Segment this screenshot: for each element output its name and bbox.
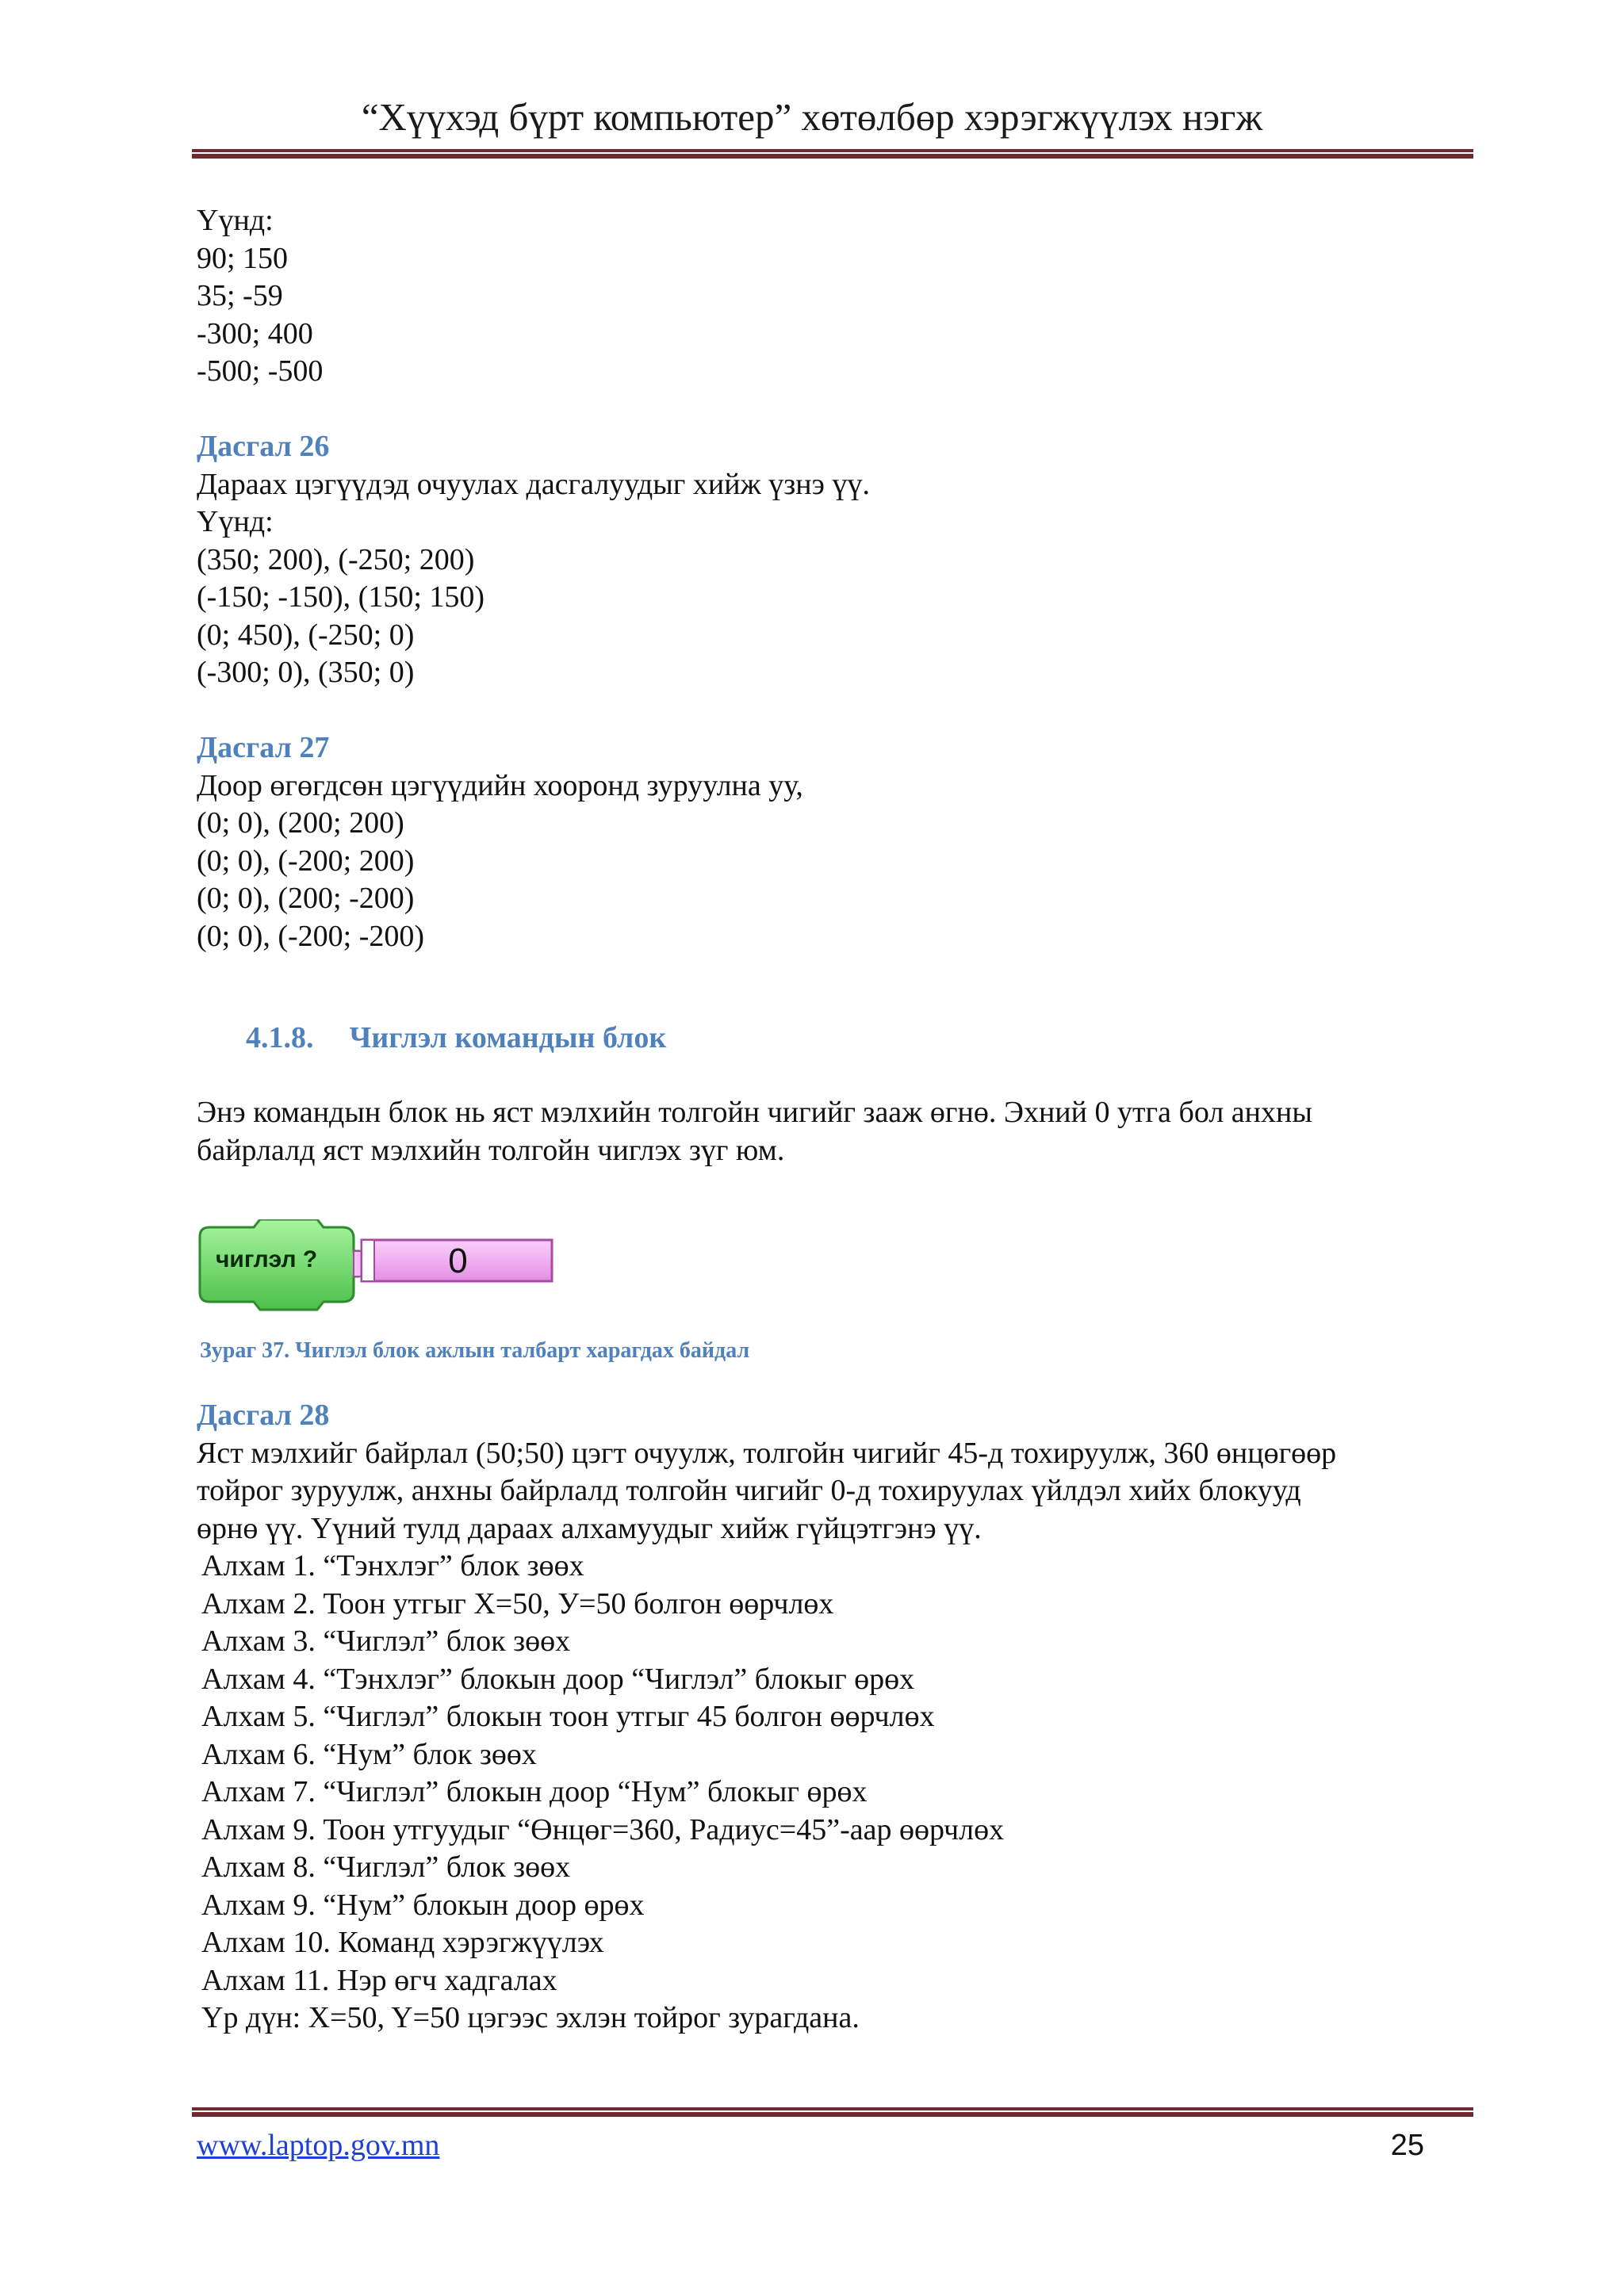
footer-website-link[interactable]: www.laptop.gov.mn [197,2129,440,2162]
paragraph-line: Энэ командын блок нь яст мэлхийн толгойн чигийг зааж өгнө. Эхний 0 утга бол анхны [197,1096,1312,1129]
intro-item: 90; 150 [197,241,289,275]
direction-block-value: 0 [448,1242,468,1280]
page-header-title: “Хүүхэд бүрт компьютер” хөтөлбөр хэрэгжүүлэх нэгж [361,95,1263,139]
step-item: Алхам 5. “Чиглэл” блокын тоон утгыг 45 болгон өөрчлөх [201,1700,935,1733]
section-paragraph [197,1094,1465,1169]
figure-caption: Зураг 37. Чиглэл блок ажлын талбарт харагдах байдал [200,1338,750,1363]
step-item: Алхам 3. “Чиглэл” блок зөөх [201,1624,571,1658]
intro-block [197,202,1465,391]
section-heading [246,1019,1515,1057]
header-rule [192,149,1473,159]
section-title: Чиглэл командын блок [349,1021,667,1054]
exercise-28-text: Яст мэлхийг байрлал (50;50) цэгт очуулж, толгойн чигийг 45-д тохируулж, 360 өнцөгөөр [197,1436,1337,1470]
page-number: 25 [1390,2129,1424,2162]
step-item: Алхам 10. Команд хэрэгжүүлэх [201,1926,604,1959]
exercise-27-item: (0; 0), (-200; 200) [197,844,415,878]
exercise-26-text: Дараах цэгүүдэд очуулах дасгалуудыг хийж үзнэ үү. [197,467,870,501]
intro-item: 35; -59 [197,279,283,312]
step-item: Алхам 7. “Чиглэл” блокын доор “Нум” блокыг өрөх [201,1775,868,1808]
exercise-28-heading: Дасгал 28 [197,1399,330,1432]
exercise-26-label: Үүнд: [197,505,274,538]
exercise-28-text: тойрог зуруулж, анхны байрлалд толгойн чигийг 0-д тохируулах үйлдэл хийх блокууд [197,1474,1301,1507]
exercise-27-item: (0; 0), (200; 200) [197,806,404,840]
exercise-26-item: (350; 200), (-250; 200) [197,542,475,576]
exercise-26 [197,428,1465,692]
exercise-28 [197,1397,1465,2038]
exercise-26-heading: Дасгал 26 [197,430,330,463]
step-item: Алхам 9. “Нум” блокын доор өрөх [201,1888,645,1922]
intro-item: -300; 400 [197,316,313,350]
exercise-26-item: (0; 450), (-250; 0) [197,618,415,652]
step-item: Алхам 6. “Нум” блок зөөх [201,1737,537,1771]
footer-rule [192,2107,1473,2117]
exercise-27 [197,729,1465,955]
direction-block-figure [198,1219,563,1313]
exercise-26-item: (-300; 0), (350; 0) [197,656,415,689]
exercise-27-heading: Дасгал 27 [197,731,330,764]
exercise-27-text: Доор өгөгдсөн цэгүүдийн хооронд зуруулна уу, [197,768,803,802]
step-item: Алхам 11. Нэр өгч хадгалах [201,1963,557,1997]
step-item: Алхам 4. “Тэнхлэг” блокын доор “Чиглэл” блокыг өрөх [201,1662,915,1696]
exercise-27-item: (0; 0), (200; -200) [197,882,415,915]
section-number: 4.1.8. [246,1021,314,1054]
intro-item: -500; -500 [197,354,324,388]
step-item: Алхам 1. “Тэнхлэг” блок зөөх [201,1549,584,1582]
direction-block-label: чиглэл ? [216,1246,318,1272]
intro-label: Үүнд: [197,204,274,237]
step-item: Алхам 8. “Чиглэл” блок зөөх [201,1850,571,1884]
exercise-28-text: өрнө үү. Үүний тулд дараах алхамуудыг хийж гүйцэтгэнэ үү. [197,1511,982,1545]
step-item: Алхам 2. Тоон утгыг X=50, У=50 болгон өөрчлөх [201,1586,834,1621]
result-line: Үр дүн: X=50, Y=50 цэгээс эхлэн тойрог зурагдана. [201,2001,860,2034]
paragraph-line: байрлалд яст мэлхийн толгойн чиглэх зүг юм. [197,1133,785,1167]
exercise-26-item: (-150; -150), (150; 150) [197,580,485,614]
exercise-27-item: (0; 0), (-200; -200) [197,919,425,953]
step-item: Алхам 9. Тоон утгуудыг “Өнцөг=360, Радиус=45”-аар өөрчлөх [201,1812,1005,1846]
